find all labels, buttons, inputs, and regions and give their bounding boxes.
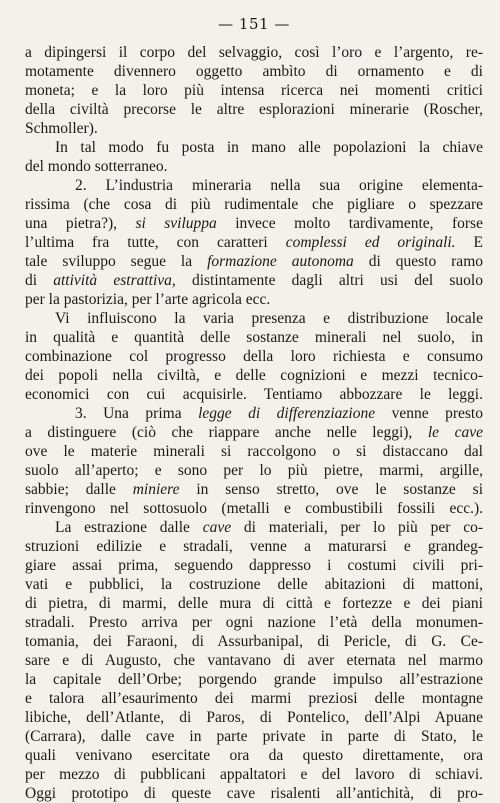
text-line	[25, 385, 483, 404]
text-segment: In tal modo fu posta in mano alle popolazioni la chiave	[55, 139, 483, 156]
body-text	[25, 43, 483, 803]
text-line	[25, 271, 483, 290]
text-segment: Schmoller).	[25, 120, 98, 137]
italic-text: legge di differenziazione	[198, 405, 376, 422]
text-segment: per mezzo di pubblicani appaltatori e del lavoro di schiavi.	[25, 766, 483, 783]
text-line	[25, 689, 483, 708]
text-line	[25, 670, 483, 689]
text-segment: motamente divennero oggetto ambìto di ornamento e di	[25, 63, 483, 80]
text-line	[25, 43, 483, 62]
italic-text: si sviluppa	[135, 215, 217, 232]
text-line	[25, 746, 483, 765]
text-segment: in senso stretto, ove le sostanze si	[179, 481, 484, 498]
text-segment: stradali. Presto arriva per ogni nazione l’età della monumen-	[25, 614, 483, 631]
text-segment: di pietra, di marmi, delle mura di città e fortezze e dei piani	[25, 595, 483, 612]
italic-text: attività estrattiva	[53, 272, 172, 289]
text-line	[25, 594, 483, 613]
italic-text: miniere	[132, 481, 180, 498]
text-segment: e talora all’esaurimento dei marmi preziosi delle montagne	[25, 690, 483, 707]
italic-text: le cave	[427, 424, 484, 441]
text-segment: , distintamente dagli altri usi del suolo	[171, 272, 483, 289]
text-segment: libiche, dell’Atlante, di Paros, di Pontelico, dell’Alpi Apuane	[25, 709, 483, 726]
text-line	[25, 119, 483, 138]
text-segment: rissima (che cosa di più rudimentale che pigliare o spezzare	[25, 196, 483, 213]
text-segment: di materiali, per lo più per co-	[231, 519, 483, 536]
text-segment: suolo all’aperto; e sono per lo più pietre, marmi, argille,	[25, 462, 483, 479]
text-segment: tomania, dei Faraoni, di Assurbanipal, di Pericle, di G. Ce-	[25, 633, 483, 650]
text-segment: la capitale dell’Orbe; porgendo grande impulso all’estrazione	[25, 671, 483, 688]
text-segment: di	[25, 272, 54, 289]
text-line	[25, 784, 483, 803]
text-line	[25, 214, 483, 233]
text-line	[25, 613, 483, 632]
text-line	[25, 347, 483, 366]
text-line	[25, 195, 483, 214]
text-line	[25, 727, 483, 746]
italic-text: formazione autonoma	[207, 253, 354, 270]
text-segment: giare assai prima, seguendo dappresso i costumi civili pri-	[25, 557, 483, 574]
text-line	[25, 366, 483, 385]
text-segment: vati e pubblici, la costruzione delle abitazioni di mattoni,	[25, 576, 483, 593]
text-segment: sare e di Augusto, che vantavano di aver eternata nel marmo	[25, 652, 483, 669]
text-line	[25, 328, 483, 347]
text-segment: per la pastorizia, per l’arte agricola ecc.	[25, 291, 271, 308]
text-line	[25, 651, 483, 670]
text-segment: rinvengono nel sottosuolo (metalli e combustibili fossili ecc.).	[25, 500, 483, 517]
text-segment: invece molto tardivamente, forse	[216, 215, 483, 232]
text-line	[25, 404, 483, 423]
text-line	[25, 480, 483, 499]
text-line	[25, 423, 483, 442]
text-line	[25, 290, 483, 309]
text-line	[25, 81, 483, 100]
text-segment: tale sviluppo segue la	[25, 253, 208, 270]
text-line	[25, 556, 483, 575]
text-segment: di questo ramo	[353, 253, 483, 270]
text-line	[25, 632, 483, 651]
text-line	[25, 442, 483, 461]
text-line	[25, 518, 483, 537]
text-segment: una pietra?),	[25, 215, 136, 232]
text-segment: Oggi prototipo di queste cave risalenti all’antichità, di pro-	[25, 785, 483, 802]
text-line	[25, 157, 483, 176]
text-segment: 2. L’industria mineraria nella sua origine elementa-	[75, 177, 483, 194]
text-segment: economici con cui acquisirle. Tentiamo abbozzare le leggi.	[25, 386, 483, 403]
text-segment: a dipingersi il corpo del selvaggio, così l’oro e l’argento, re-	[25, 44, 483, 61]
text-line	[25, 765, 483, 784]
text-segment: combinazione col progresso della loro richiesta e consumo	[25, 348, 483, 365]
text-segment: quali venivano esercitate ora da questo direttamente, ora	[25, 747, 483, 764]
text-segment: Vi influiscono la varia presenza e distribuzione locale	[55, 310, 483, 327]
text-segment: moneta; e la loro più intensa ricerca nei momenti critici	[25, 82, 483, 99]
text-line	[25, 252, 483, 271]
text-segment: della civiltà precorse le altre esplorazioni minerarie (Roscher,	[25, 101, 483, 118]
text-segment: l’ultima fra tutte, con caratteri	[25, 234, 286, 251]
page-number: — 151 —	[218, 15, 290, 33]
text-line	[25, 138, 483, 157]
text-line	[25, 575, 483, 594]
text-line	[25, 176, 483, 195]
text-line	[25, 499, 483, 518]
text-line	[25, 100, 483, 119]
text-line	[25, 233, 483, 252]
italic-text: cave	[202, 519, 232, 536]
text-segment: dei popoli nella civiltà, e delle cognizioni e mezzi tecnico-	[25, 367, 483, 384]
text-segment: a distinguere (ciò che riappare anche nelle leggi),	[25, 424, 428, 441]
text-line	[25, 708, 483, 727]
text-segment: sabbie; dalle	[25, 481, 133, 498]
text-segment: E	[455, 234, 484, 251]
text-segment: 3. Una prima	[75, 405, 199, 422]
italic-text: complessi ed originali.	[285, 234, 456, 251]
text-segment: (Carrara), dalle cave in parte private in parte di Stato, le	[25, 728, 483, 745]
text-segment: del mondo sotterraneo.	[25, 158, 168, 175]
text-segment: ove le materie minerali si raccolgono o si distaccano dal	[25, 443, 483, 460]
text-line	[25, 461, 483, 480]
text-line	[25, 62, 483, 81]
text-segment: struzioni edilizie e stradali, venne a maturarsi e grandeg-	[25, 538, 483, 555]
text-line	[25, 537, 483, 556]
text-segment: venne presto	[375, 405, 483, 422]
text-segment: La estrazione dalle	[55, 519, 203, 536]
text-segment: in qualità e quantità delle sostanze minerali nel suolo, in	[25, 329, 483, 346]
text-line	[25, 309, 483, 328]
